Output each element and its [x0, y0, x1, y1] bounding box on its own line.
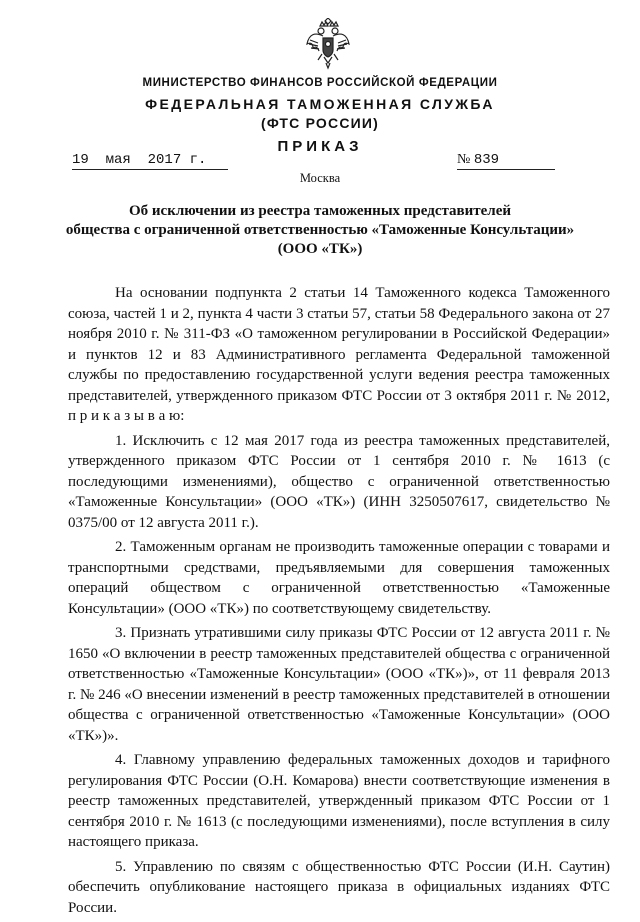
- order-body: [68, 283, 610, 922]
- service-name: ФЕДЕРАЛЬНАЯ ТАМОЖЕННАЯ СЛУЖБА: [145, 96, 495, 112]
- order-item-2: 2. Таможенным органам не производить таможенные операции с товарами и транспортными средствами, предъявляемыми для совершения таможенных операций обществом с ограниченной ответственностью «Таможенные Консультации» (ООО «ТК») по соответствующему свидетельству.: [68, 539, 610, 617]
- order-date: 19 мая 2017 г.: [72, 152, 228, 170]
- order-subject: [60, 202, 580, 259]
- city-name: Москва: [299, 171, 341, 185]
- document-type: ПРИКАЗ: [277, 138, 363, 155]
- order-number: 839: [473, 152, 500, 168]
- number-sign: №: [457, 152, 471, 167]
- order-item-1: 1. Исключить с 12 мая 2017 года из реестра таможенных представителей, утвержденного приказом ФТС России от 1 сентября 2010 г. № 1613 (с последующими изменениями), общество с ограниченной ответственностью «Таможенные Консультации» (ООО «ТК») (ИНН 3250507617, свидетельство № 0375/00 от 12 августа 2011 г.).: [68, 432, 610, 531]
- subject-line-3: (ООО «ТК»): [277, 241, 363, 257]
- order-item-5: 5. Управлению по связям с общественностью ФТС России (И.Н. Саутин) обеспечить опубликование настоящего приказа в официальных изданиях ФТС России.: [68, 858, 610, 916]
- order-item-3: 3. Признать утратившими силу приказы ФТС России от 12 августа 2011 г. № 1650 «О включении в реестр таможенных представителей общества с ограниченной ответственностью «Таможенные Консультации» (ООО «ТК»)», от 11 февраля 2013 г. № 246 «О внесении изменений в реестр таможенных представителей в отношении общества с ограниченной ответственностью «Таможенные Консультации» (ООО «ТК»)».: [68, 625, 610, 744]
- subject-line-2: общества с ограниченной ответственностью «Таможенные Консультации»: [65, 222, 575, 238]
- service-abbreviation: (ФТС РОССИИ): [260, 115, 380, 131]
- order-item-4: 4. Главному управлению федеральных таможенных доходов и тарифного регулирования ФТС России (О.Н. Комарова) внести соответствующие изменения в реестр таможенных представителей, утвержденный приказом ФТС России от 1 сентября 2010 г. № 1613 (с последующими изменениями), после вступления в силу настоящего приказа.: [68, 752, 610, 850]
- ministry-name: МИНИСТЕРСТВО ФИНАНСОВ РОССИЙСКОЙ ФЕДЕРАЦИИ: [142, 77, 498, 89]
- subject-line-1: Об исключении из реестра таможенных представителей: [128, 203, 512, 219]
- double-headed-eagle-emblem-icon: [305, 18, 351, 70]
- preamble-paragraph: На основании подпункта 2 статьи 14 Таможенного кодекса Таможенного союза, частей 1 и 2, пункта 4 части 3 статьи 57, статьи 58 Федерального закона от 27 ноября 2010 г. № 311-ФЗ «О таможенном регулировании в Российской Федерации» и пунктов 12 и 83 Административного регламента Федеральной таможенной службы по предоставлению государственной услуги ведения реестра таможенных представителей, утвержденного приказом ФТС России от 3 октября 2011 г. № 2012, п р и к а з ы в а ю:: [68, 285, 610, 424]
- order-number-field: [457, 152, 555, 170]
